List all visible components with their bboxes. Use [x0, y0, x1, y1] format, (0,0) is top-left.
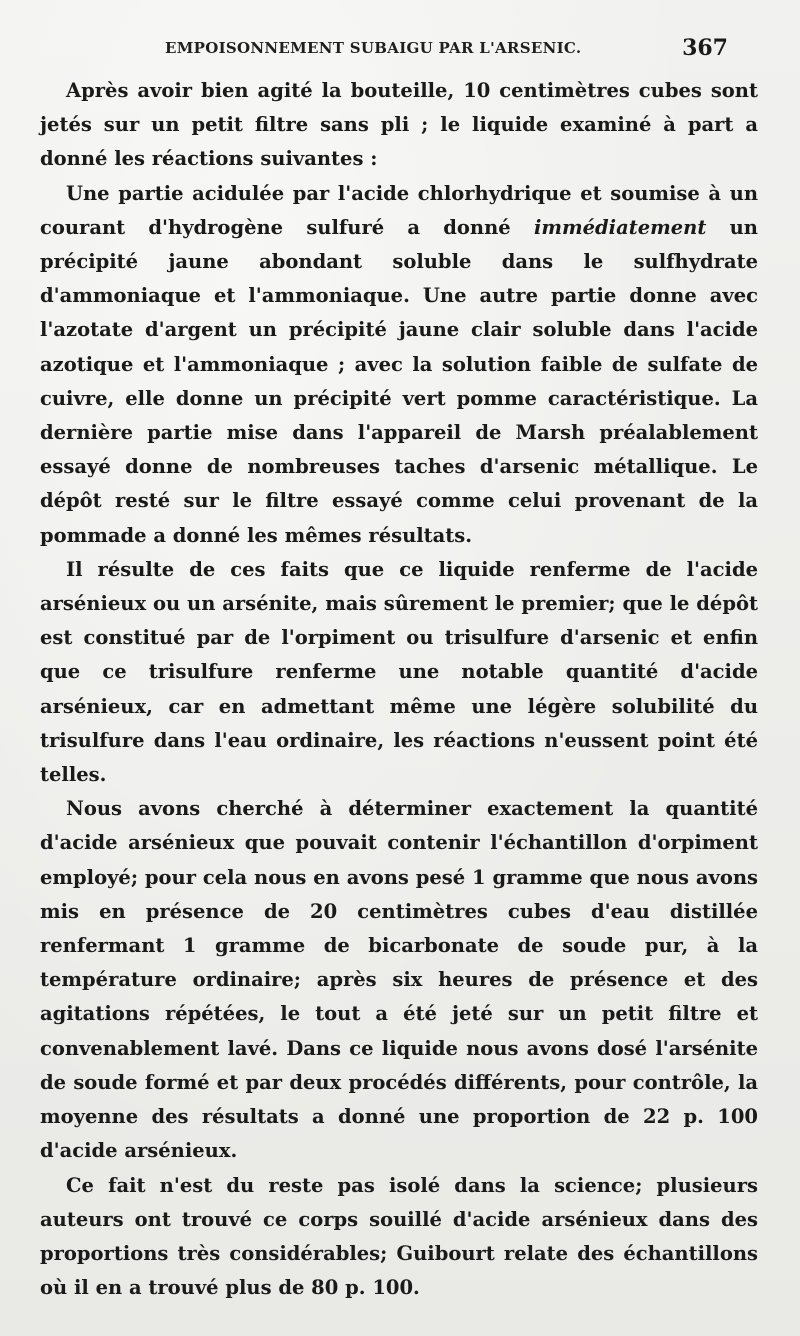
page-number: 367	[682, 35, 728, 61]
page-header	[165, 36, 765, 66]
emphasis-immediatement: immédiatement	[533, 215, 707, 239]
paragraph-2	[40, 177, 758, 553]
running-head: EMPOISONNEMENT SUBAIGU PAR L'ARSENIC.	[165, 39, 582, 57]
paragraph-4	[40, 792, 758, 1168]
body-text	[40, 74, 758, 1305]
paragraph-5	[40, 1169, 758, 1306]
paragraph-text: Nous avons cherché à déterminer exactement la quantité d'acide arsénieux que pouvait contenir l'échantillon d'orpiment employé; pour cela nous en avons pesé 1 gramme que nous avons mis en présence de 20 centimètres cubes d'eau distillée renfermant 1 gramme de bicarbonate de soude pur, à la température ordinaire; après six heures de présence et des agitations répétées, le tout a été jeté sur un petit filtre et convenablement lavé. Dans ce liquide nous avons dosé l'arsénite de soude formé et par deux procédés différents, pour contrôle, la moyenne des résultats a donné une proportion de 22 p. 100 d'acide arsénieux.	[40, 797, 758, 1163]
paragraph-text: Une partie acidulée par l'acide chlorhydrique et soumise à un courant d'hydrogène sulfuré a donné	[40, 181, 758, 239]
paragraph-3	[40, 553, 758, 792]
paragraph-text: Il résulte de ces faits que ce liquide renferme de l'acide arsénieux ou un arsénite, mais sûrement le premier; que le dépôt est constitué par de l'orpiment ou trisulfure d'arsenic et enfin que ce trisulfure renferme une notable quantité d'acide arsénieux, car en admettant même une légère solubilité du trisulfure dans l'eau ordinaire, les réactions n'eussent point été telles.	[40, 557, 758, 787]
paragraph-text: Ce fait n'est du reste pas isolé dans la science; plusieurs auteurs ont trouvé ce corps souillé d'acide arsénieux dans des proportions très considérables; Guibourt relate des échantillons où il en a trouvé plus de 80 p. 100.	[40, 1173, 758, 1300]
paragraph-text: un précipité jaune abondant soluble dans le sulfhydrate d'ammoniaque et l'ammoniaque. Une autre partie donne avec l'azotate d'argent un précipité jaune clair soluble dans l'acide azotique et l'ammoniaque ; avec la solution faible de sulfate de cuivre, elle donne un précipité vert pomme caractéristique. La dernière partie mise dans l'appareil de Marsh préalablement essayé donne de nombreuses taches d'arsenic métallique. Le dépôt resté sur le filtre essayé comme celui provenant de la pommade a donné les mêmes résultats.	[40, 215, 758, 547]
paragraph-1	[40, 74, 758, 177]
paragraph-text: Après avoir bien agité la bouteille, 10 centimètres cubes sont jetés sur un petit filtre sans pli ; le liquide examiné à part a donné les réactions suivantes :	[40, 79, 758, 171]
